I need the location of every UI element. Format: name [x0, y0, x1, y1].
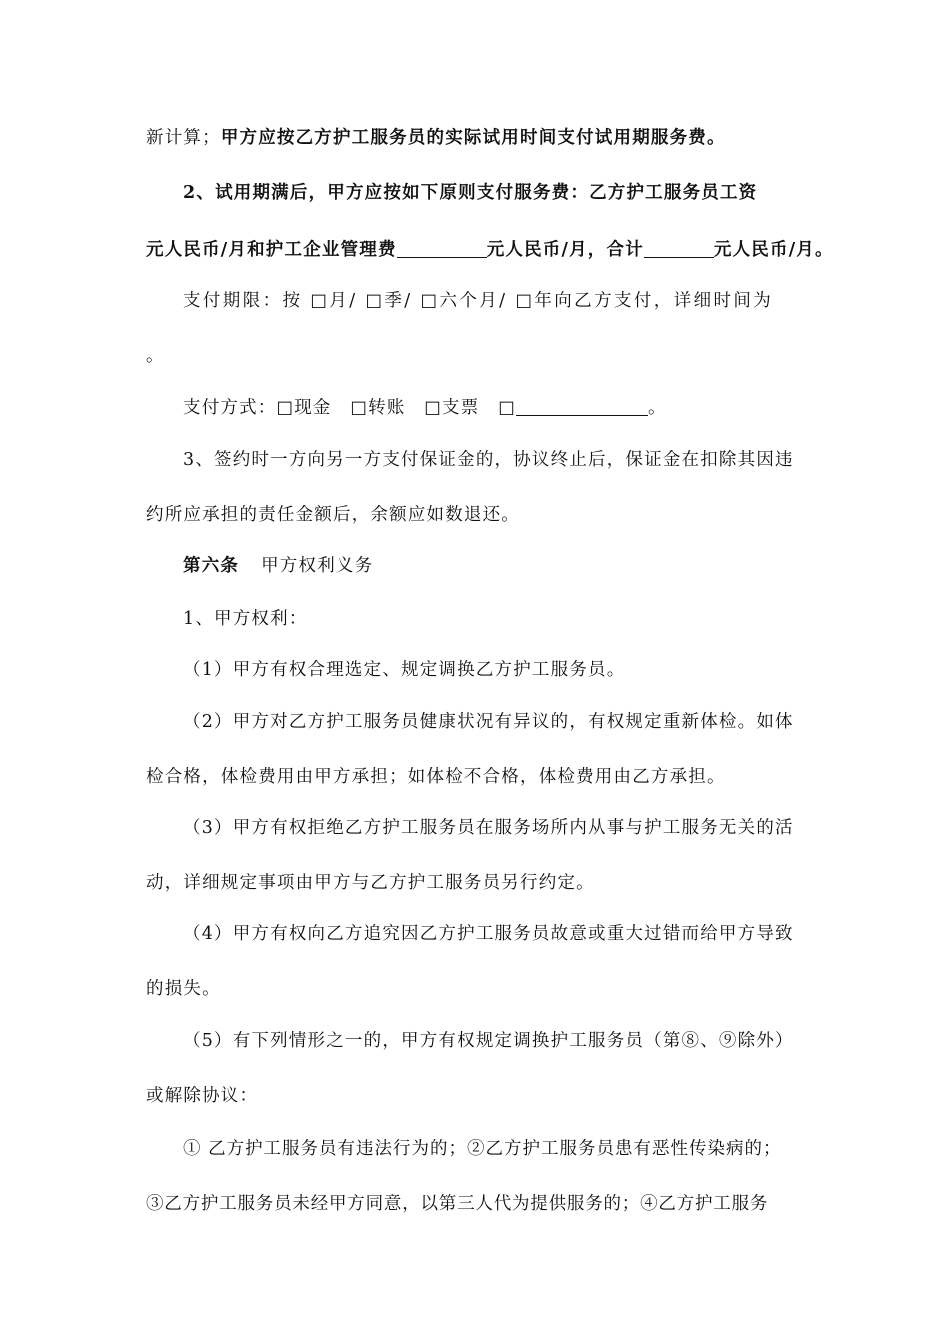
line-15: 动，详细规定事项由甲方与乙方护工服务员另行约定。	[146, 873, 595, 893]
line-4: 支付期限：按 □月/ □季/ □六个月/ □年向乙方支付，详细时间为	[183, 291, 774, 311]
line-5: 。	[146, 346, 165, 366]
line-1	[146, 124, 726, 149]
line-12: （2）甲方对乙方护工服务员健康状况有异议的，有权规定重新体检。如体	[183, 712, 794, 732]
line-9	[183, 552, 373, 577]
blank-underline	[397, 240, 487, 259]
line-3	[146, 236, 834, 261]
line-17: 的损失。	[146, 979, 221, 999]
line-2: 2、试用期满后，甲方应按如下原则支付服务费：乙方护工服务员工资	[183, 183, 758, 203]
line-7: 3、签约时一方向另一方支付保证金的，协议终止后，保证金在扣除其因违	[183, 450, 794, 470]
text: 支付方式：□现金 □转账 □支票 □	[183, 398, 516, 418]
line-13: 检合格，体检费用由甲方承担；如体检不合格，体检费用由乙方承担。	[146, 767, 726, 787]
text: 元人民币/月和护工企业管理费	[146, 240, 397, 260]
line-21: ③乙方护工服务员未经甲方同意，以第三人代为提供服务的；④乙方护工服务	[146, 1194, 769, 1214]
blank-underline	[516, 398, 648, 417]
article-number: 第六条	[183, 556, 240, 576]
text: 元人民币/月，合计	[486, 240, 644, 260]
line-20: ① 乙方护工服务员有违法行为的；②乙方护工服务员患有恶性传染病的；	[183, 1139, 782, 1159]
line-19: 或解除协议：	[146, 1086, 259, 1106]
article-title: 甲方权利义务	[261, 556, 374, 576]
line-10: 1、甲方权利：	[183, 609, 308, 629]
text: 。	[647, 398, 667, 418]
line-18: （5）有下列情形之一的，甲方有权规定调换护工服务员（第⑧、⑨除外）	[183, 1031, 794, 1051]
line-14: （3）甲方有权拒绝乙方护工服务员在服务场所内从事与护工服务无关的活	[183, 818, 794, 838]
text: 新计算；	[146, 128, 221, 148]
line-6	[183, 394, 667, 419]
text: 元人民币/月。	[713, 240, 834, 260]
line-8: 约所应承担的责任金额后，余额应如数退还。	[146, 505, 520, 525]
bold-text: 甲方应按乙方护工服务员的实际试用时间支付试用期服务费。	[220, 128, 726, 148]
line-16: （4）甲方有权向乙方追究因乙方护工服务员故意或重大过错而给甲方导致	[183, 924, 794, 944]
blank-underline	[644, 240, 714, 259]
line-11: （1）甲方有权合理选定、规定调换乙方护工服务员。	[183, 660, 626, 680]
